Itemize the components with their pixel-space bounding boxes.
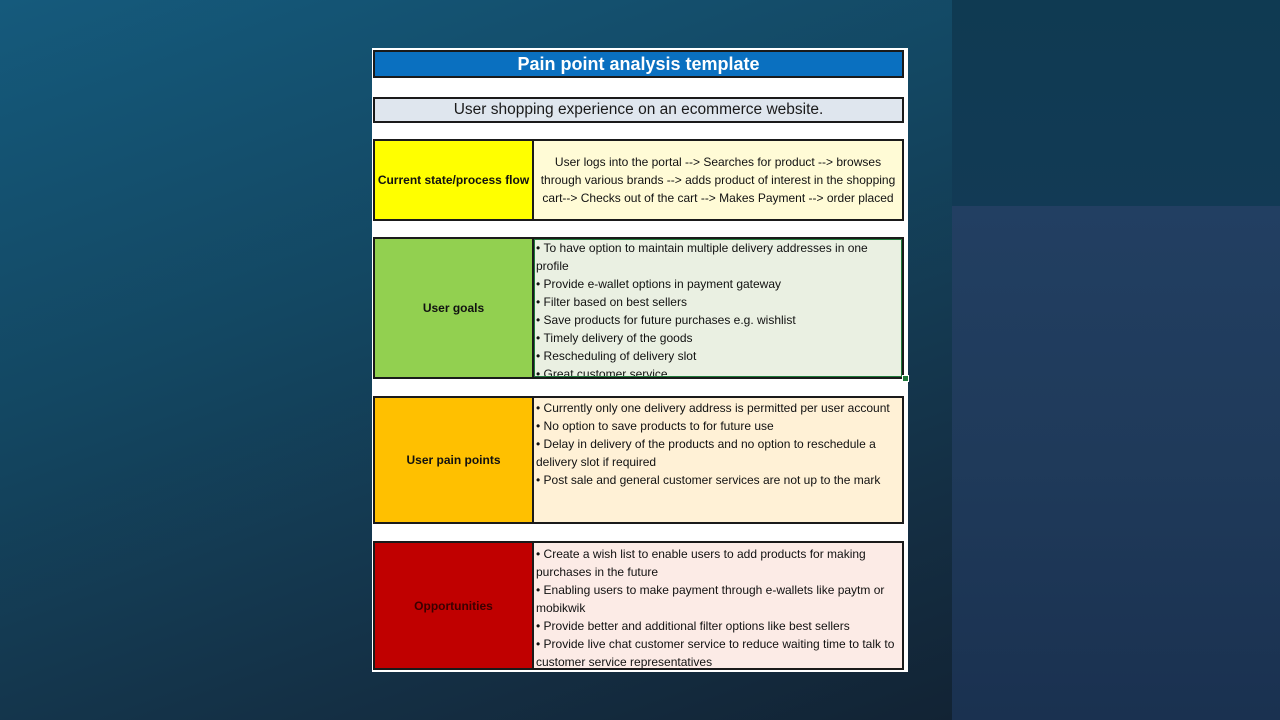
row-user-pain-points [373,396,904,524]
pain-points-cell[interactable] [534,398,902,522]
list-item: • Provide live chat customer service to reduce waiting time to talk to customer service representatives [536,635,900,671]
current-state-cell[interactable] [534,141,902,219]
opportunities-cell[interactable] [534,543,902,668]
template-title: Pain point analysis template [373,50,904,78]
background-panel-right-lower [952,206,1280,720]
row-opportunities [373,541,904,670]
list-item: • Timely delivery of the goods [536,329,900,347]
list-item: • Enabling users to make payment through e-wallets like paytm or mobikwik [536,581,900,617]
row-current-state [373,139,904,221]
list-item: • Post sale and general customer services are not up to the mark [536,471,900,489]
current-state-text: User logs into the portal --> Searches for product --> browses through various brands --> adds product of interest in the shopping cart--> Checks out of the cart --> Makes Payment --> order placed [540,155,896,205]
list-item: • Create a wish list to enable users to add products for making purchases in the future [536,545,900,581]
list-item: • Provide better and additional filter options like best sellers [536,617,900,635]
list-item: • Filter based on best sellers [536,293,900,311]
opportunities-list [536,545,900,671]
user-goals-cell[interactable] [534,239,902,381]
pain-point-template-sheet [372,48,908,672]
cell-selection-fill-handle[interactable] [902,375,909,382]
list-item: • Provide e-wallet options in payment gateway [536,275,900,293]
row-user-goals [373,237,904,379]
list-item: • Delay in delivery of the products and no option to reschedule a delivery slot if required [536,435,900,471]
user-goals-list [536,239,900,383]
user-goals-label[interactable]: User goals [375,239,534,377]
list-item: • Rescheduling of delivery slot [536,347,900,365]
opportunities-label[interactable]: Opportunities [375,543,534,668]
list-item: • To have option to maintain multiple delivery addresses in one profile [536,239,900,275]
template-subtitle: User shopping experience on an ecommerce website. [373,97,904,123]
list-item: • Great customer service [536,365,900,383]
list-item: • Currently only one delivery address is permitted per user account [536,399,900,417]
current-state-label[interactable]: Current state/process flow [375,141,534,219]
pain-points-list [536,399,900,489]
pain-points-label[interactable]: User pain points [375,398,534,522]
list-item: • Save products for future purchases e.g. wishlist [536,311,900,329]
list-item: • No option to save products to for future use [536,417,900,435]
